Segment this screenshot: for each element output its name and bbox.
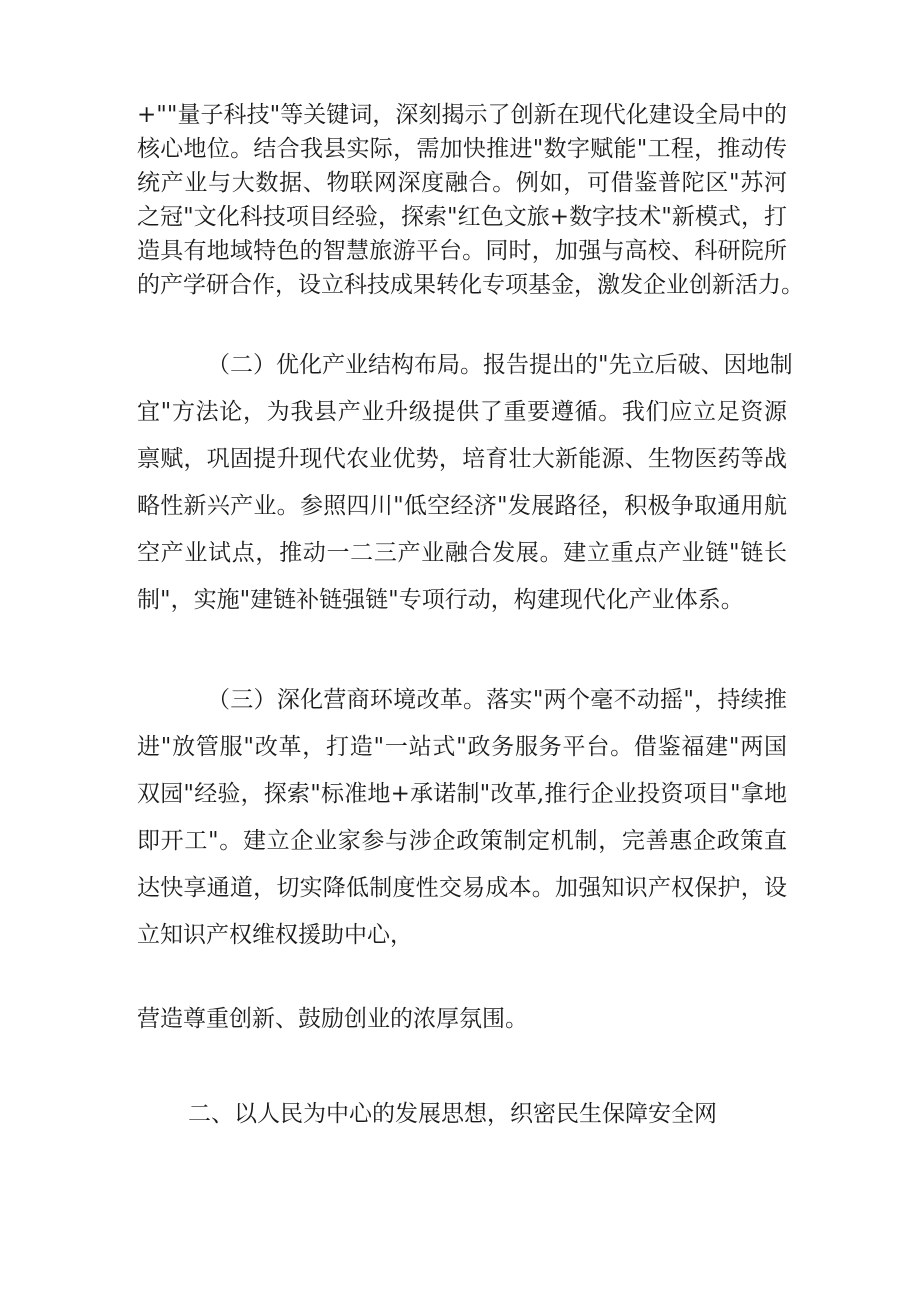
paragraph-3-line-2: 进"放管服"改革，打造"一站式"政务服务平台。借鉴福建"两国 <box>137 734 787 760</box>
paragraph-2-line-3: 禀赋，巩固提升现代农业优势，培育壮大新能源、生物医药等战 <box>137 446 787 472</box>
paragraph-2-line-2: 宜"方法论，为我县产业升级提供了重要遵循。我们应立足资源 <box>137 399 787 425</box>
paragraph-2-line-6: 制"，实施"建链补链强链"专项行动，构建现代化产业体系。 <box>137 587 744 613</box>
paragraph-3-line-6: 立知识产权维权援助中心， <box>137 922 413 948</box>
paragraph-1-line-1: +""量子科技"等关键词，深刻揭示了创新在现代化建设全局中的 <box>137 102 787 128</box>
paragraph-1-line-2: 核心地位。结合我县实际，需加快推进"数字赋能"工程，推动传 <box>137 136 787 162</box>
paragraph-3-line-3: 双园"经验，探索"标准地+承诺制"改革,推行企业投资项目"拿地 <box>137 781 787 807</box>
paragraph-2-line-4: 略性新兴产业。参照四川"低空经济"发展路径，积极争取通用航 <box>137 493 787 519</box>
paragraph-2-line-1: （二）优化产业结构布局。报告提出的"先立后破、因地制 <box>207 352 793 378</box>
paragraph-2-line-5: 空产业试点，推动一二三产业融合发展。建立重点产业链"链长 <box>137 540 787 566</box>
paragraph-3-line-1: （三）深化营商环境改革。落实"两个毫不动摇"，持续推 <box>207 687 787 713</box>
paragraph-3-line-4: 即开工"。建立企业家参与涉企政策制定机制，完善惠企政策直 <box>137 828 787 854</box>
paragraph-1-line-4: 之冠"文化科技项目经验，探索"红色文旅+数字技术"新模式，打 <box>137 204 787 230</box>
paragraph-1-line-3: 统产业与大数据、物联网深度融合。例如，可借鉴普陀区"苏河 <box>137 170 787 196</box>
paragraph-1-line-5: 造具有地域特色的智慧旅游平台。同时，加强与高校、科研院所 <box>137 238 787 264</box>
paragraph-4-line-1: 营造尊重创新、鼓励创业的浓厚氛围。 <box>137 1006 528 1032</box>
section-heading: 二、以人民为中心的发展思想，织密民生保障安全网 <box>188 1101 717 1127</box>
paragraph-3-line-5: 达快享通道，切实降低制度性交易成本。加强知识产权保护，设 <box>137 875 787 901</box>
paragraph-1-line-6: 的产学研合作，设立科技成果转化专项基金，激发企业创新活力。 <box>137 272 804 298</box>
